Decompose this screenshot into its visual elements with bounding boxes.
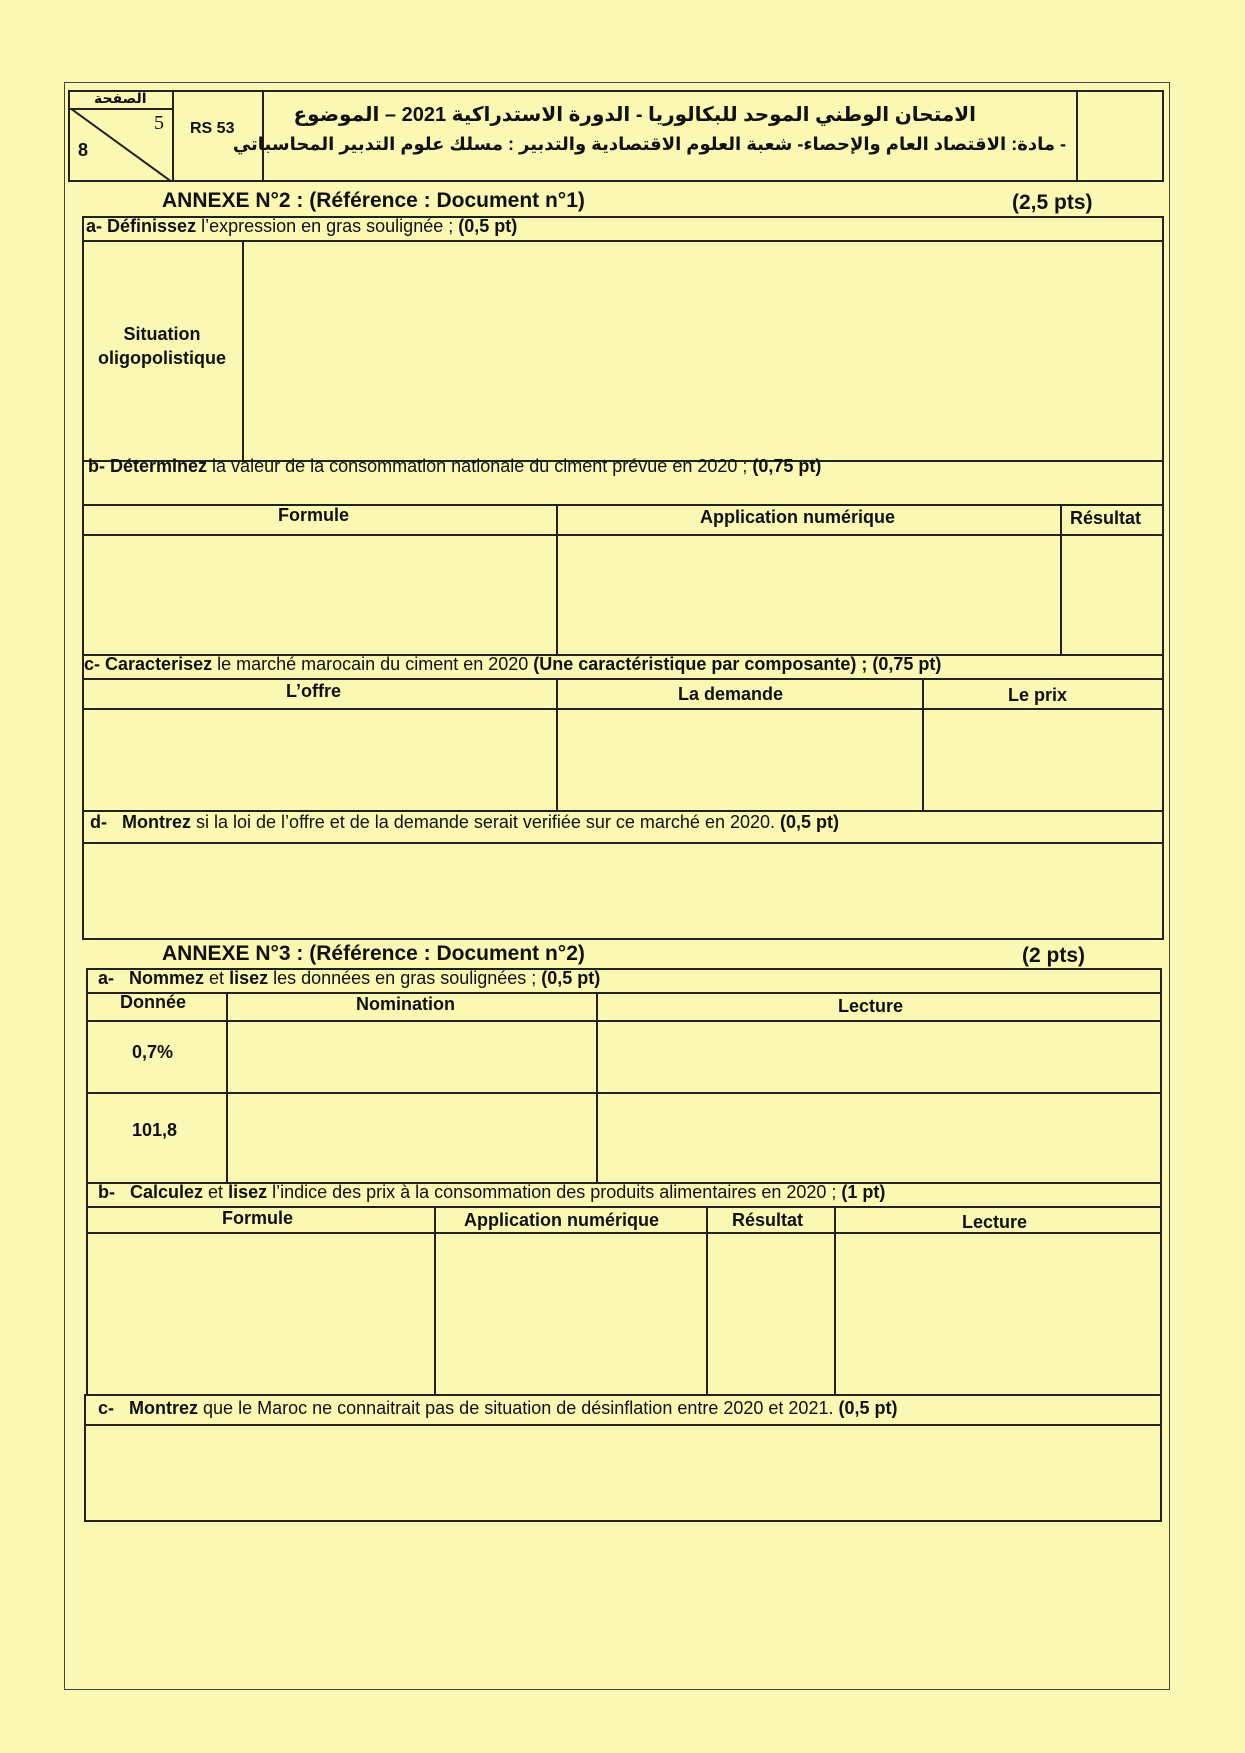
col-donnee: Donnée: [120, 992, 187, 1012]
annexe2-title: ANNEXE N°2 : (Référence : Document n°1): [162, 189, 585, 212]
col-offre: L’offre: [286, 681, 342, 701]
exam-subject: - مادة: الاقتصاد العام والإحصاء- شعبة العلوم الاقتصادية والتدبير : مسلك علوم التدبير المحاسباتي: [232, 134, 1066, 154]
donnee-row-1: 0,7%: [132, 1042, 174, 1062]
annexe3-points: (2 pts): [1022, 944, 1085, 967]
col-application-numerique: Application numérique: [700, 507, 896, 527]
page-current: 5: [154, 112, 164, 134]
annexe2-a-question: a- Définissez l’expression en gras soulignée ; (0,5 pt): [86, 216, 518, 236]
col-resultat-3b: Résultat: [732, 1210, 804, 1230]
term-situation-oligopolistique: Situation oligopolistique: [98, 324, 226, 368]
donnee-row-2: 101,8: [132, 1120, 178, 1140]
title-cell: [232, 92, 1078, 180]
col-application-numerique-3b: Application numérique: [464, 1210, 660, 1230]
col-lecture-3b: Lecture: [962, 1212, 1028, 1232]
annexe2-b-box: [82, 460, 1164, 656]
annexe2-a-answer[interactable]: [244, 242, 1162, 460]
page-label: الصفحة: [94, 90, 147, 106]
page-number-cell: [70, 92, 174, 180]
col-lecture: Lecture: [838, 996, 904, 1016]
annexe2-d-question: d- Montrez si la loi de l’offre et de la demande serait verifiée sur ce marché en 2020. (0,5 pt): [90, 812, 840, 832]
exam-header: [68, 90, 1164, 182]
annexe2-points: (2,5 pts): [1012, 191, 1093, 214]
col-resultat: Résultat: [1070, 508, 1142, 528]
exam-code: RS 53: [190, 120, 235, 137]
col-nomination: Nomination: [356, 994, 455, 1014]
annexe3-c-question: c- Montrez que le Maroc ne connaitrait pas de situation de désinflation entre 2020 et 2021. (0,5 pt): [98, 1398, 898, 1418]
annexe2-c-question: c- Caracterisez le marché marocain du ciment en 2020 (Une caractéristique par composante) ; (0,75 pt): [84, 654, 942, 674]
annexe3-b-question: b- Calculez et lisez l’indice des prix à la consommation des produits alimentaires en 2020 ; (1 pt): [98, 1182, 886, 1202]
col-formule: Formule: [278, 505, 350, 525]
col-formule-3b: Formule: [222, 1208, 294, 1228]
col-demande: La demande: [678, 684, 784, 704]
page-total: 8: [78, 140, 89, 160]
annexe3-a-box: [86, 968, 1162, 1184]
col-prix: Le prix: [1008, 685, 1068, 705]
annexe3-title: ANNEXE N°3 : (Référence : Document n°2): [162, 942, 585, 965]
annexe2-b-question: b- Déterminez la valeur de la consommation nationale du ciment prévue en 2020 ; (0,75 pt): [88, 456, 822, 476]
annexe3-a-question: a- Nommez et lisez les données en gras soulignées ; (0,5 pt): [98, 968, 601, 988]
exam-title: الامتحان الوطني الموحد للبكالوريا - الدورة الاستدراكية 2021 – الموضوع: [293, 104, 976, 126]
